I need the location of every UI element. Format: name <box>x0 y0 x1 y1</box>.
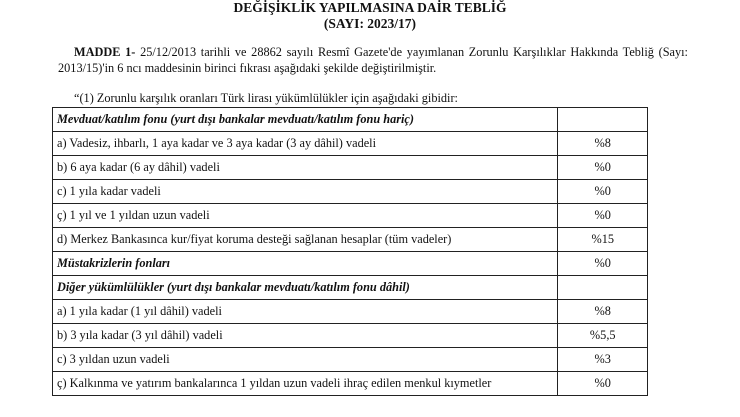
table-row <box>53 132 648 156</box>
row-rate: %0 <box>558 252 648 276</box>
row-rate <box>558 276 648 300</box>
row-rate <box>558 108 648 132</box>
table-row <box>53 180 648 204</box>
table-row <box>53 156 648 180</box>
row-rate: %3 <box>558 348 648 372</box>
table-row <box>53 300 648 324</box>
row-rate: %8 <box>558 300 648 324</box>
article-text: 25/12/2013 tarihli ve 28862 sayılı Resmî Gazete'de yayımlanan Zorunlu Karşılıklar Hakkında Tebliğ (Sayı: 2013/15)'in 6 ncı maddesinin birinci fıkrası aşağıdaki şekilde değiştirilmiştir. <box>58 45 688 75</box>
table-section-row <box>53 276 648 300</box>
table-section-row <box>53 108 648 132</box>
row-label: d) Merkez Bankasınca kur/fiyat koruma desteği sağlanan hesaplar (tüm vadeler) <box>53 228 558 252</box>
row-label: c) 3 yıldan uzun vadeli <box>53 348 558 372</box>
row-rate: %0 <box>558 204 648 228</box>
table-row <box>53 228 648 252</box>
document-title: DEĞİŞİKLİK YAPILMASINA DAİR TEBLİĞ <box>233 0 507 15</box>
row-label: Müstakrizlerin fonları <box>53 252 558 276</box>
table-section-row <box>53 252 648 276</box>
table-row <box>53 324 648 348</box>
row-rate: %8 <box>558 132 648 156</box>
row-rate: %0 <box>558 156 648 180</box>
table-row <box>53 348 648 372</box>
document-subtitle: (SAYI: 2023/17) <box>323 16 417 31</box>
row-label: ç) Kalkınma ve yatırım bankalarınca 1 yıldan uzun vadeli ihraç edilen menkul kıymetler <box>53 372 558 396</box>
article-label: MADDE 1- <box>74 45 136 59</box>
row-label: a) 1 yıla kadar (1 yıl dâhil) vadeli <box>53 300 558 324</box>
row-rate: %5,5 <box>558 324 648 348</box>
row-label: ç) 1 yıl ve 1 yıldan uzun vadeli <box>53 204 558 228</box>
intro-paragraph: “(1) Zorunlu karşılık oranları Türk lirası yükümlülükler için aşağıdaki gibidir: <box>74 91 458 105</box>
table-row <box>53 372 648 396</box>
reserve-ratio-table <box>52 107 648 396</box>
row-rate: %0 <box>558 372 648 396</box>
row-label: b) 6 aya kadar (6 ay dâhil) vadeli <box>53 156 558 180</box>
article-paragraph <box>58 44 688 76</box>
row-label: b) 3 yıla kadar (3 yıl dâhil) vadeli <box>53 324 558 348</box>
row-label: Diğer yükümlülükler (yurt dışı bankalar mevduatı/katılım fonu dâhil) <box>53 276 558 300</box>
row-label: a) Vadesiz, ihbarlı, 1 aya kadar ve 3 aya kadar (3 ay dâhil) vadeli <box>53 132 558 156</box>
row-label: Mevduat/katılım fonu (yurt dışı bankalar mevduatı/katılım fonu hariç) <box>53 108 558 132</box>
row-rate: %15 <box>558 228 648 252</box>
row-rate: %0 <box>558 180 648 204</box>
table-row <box>53 204 648 228</box>
row-label: c) 1 yıla kadar vadeli <box>53 180 558 204</box>
